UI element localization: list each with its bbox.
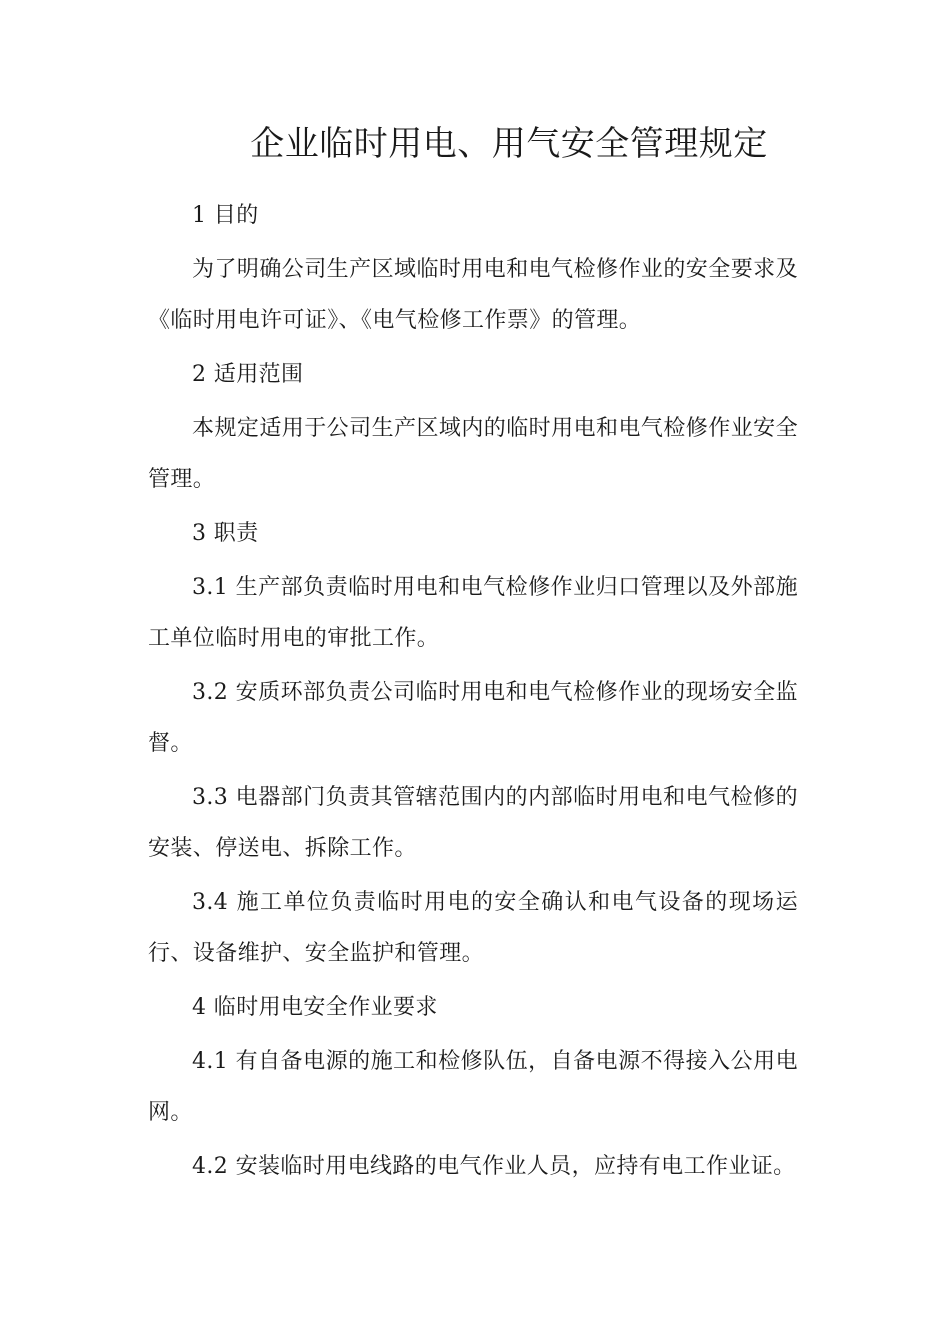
section-heading-responsibilities: 3 职责 <box>192 521 259 546</box>
document-body <box>148 190 798 1195</box>
paragraph-3-1: 3.1 生产部负责临时用电和电气检修作业归口管理以及外部施工单位临时用电的审批工作。 <box>148 575 798 651</box>
paragraph-3-4: 3.4 施工单位负责临时用电的安全确认和电气设备的现场运行、设备维护、安全监护和管理。 <box>148 890 798 966</box>
paragraph-scope: 本规定适用于公司生产区域内的临时用电和电气检修作业安全管理。 <box>148 416 798 492</box>
paragraph-3-2: 3.2 安质环部负责公司临时用电和电气检修作业的现场安全监督。 <box>148 680 798 756</box>
paragraph-4-2: 4.2 安装临时用电线路的电气作业人员，应持有电工作业证。 <box>192 1154 796 1179</box>
paragraph-4-1: 4.1 有自备电源的施工和检修队伍，自备电源不得接入公用电网。 <box>148 1049 798 1125</box>
document-title: 企业临时用电、用气安全管理规定 <box>250 124 768 164</box>
paragraph-purpose: 为了明确公司生产区域临时用电和电气检修作业的安全要求及《临时用电许可证》、《电气检修工作票》的管理。 <box>148 257 798 333</box>
section-heading-scope: 2 适用范围 <box>192 362 304 387</box>
section-heading-requirements: 4 临时用电安全作业要求 <box>192 995 438 1020</box>
paragraph-3-3: 3.3 电器部门负责其管辖范围内的内部临时用电和电气检修的安装、停送电、拆除工作。 <box>148 785 798 861</box>
section-heading-purpose: 1 目的 <box>192 203 259 228</box>
